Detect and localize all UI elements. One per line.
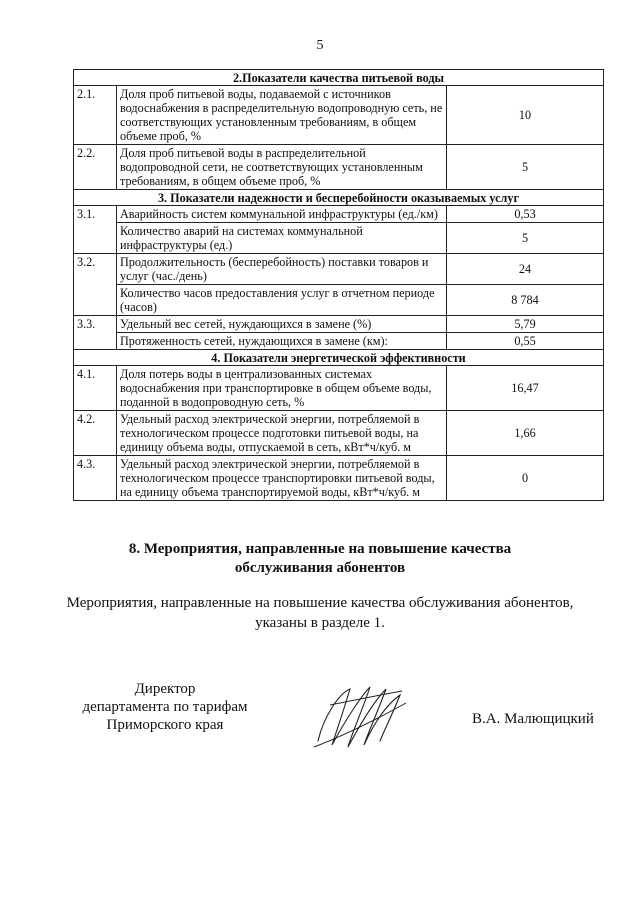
table-row <box>74 366 604 411</box>
table-row <box>74 285 604 316</box>
handwritten-signature <box>310 675 410 755</box>
signatory-title-line3: Приморского края <box>106 717 224 733</box>
table-row <box>74 333 604 350</box>
indicator-name: Аварийность систем коммунальной инфраструктуры (ед./км) <box>117 206 447 223</box>
signatory-title-line2: департамента по тарифам <box>82 699 248 715</box>
section-header-row <box>74 350 604 366</box>
indicator-value: 5 <box>447 145 604 190</box>
signatory-name: В.А. Малющицкий <box>472 711 594 727</box>
table-row <box>74 411 604 456</box>
indicator-value: 5,79 <box>447 316 604 333</box>
indicator-name: Доля проб питьевой воды, подаваемой с источников водоснабжения в распределительную водопроводную сеть, не соответствующих установленным требованиям, в общем объеме проб, % <box>117 86 447 145</box>
table-row <box>74 456 604 501</box>
row-number: 4.1. <box>74 366 117 411</box>
indicator-value: 8 784 <box>447 285 604 316</box>
page-number: 5 <box>316 38 324 53</box>
indicator-name: Доля потерь воды в централизованных системах водоснабжения при транспортировке в общем объеме воды, поданной в водопроводную сеть, % <box>117 366 447 411</box>
row-number: 3.2. <box>74 254 117 316</box>
indicator-name: Доля проб питьевой воды в распределительной водопроводной сети, не соответствующих установленным требованиям, в общем объеме проб, % <box>117 145 447 190</box>
section-8-heading-line1: 8. Мероприятия, направленные на повышение качества <box>128 541 512 557</box>
section-title: 3. Показатели надежности и бесперебойности оказываемых услуг <box>74 190 604 206</box>
indicator-value: 0,55 <box>447 333 604 350</box>
table-row <box>74 145 604 190</box>
indicator-name: Протяженность сетей, нуждающихся в замене (км): <box>117 333 447 350</box>
table-row <box>74 316 604 333</box>
section-8-text <box>0 593 640 633</box>
indicator-value: 0,53 <box>447 206 604 223</box>
indicators-table <box>73 69 604 501</box>
indicator-name: Продолжительность (бесперебойность) поставки товаров и услуг (час./день) <box>117 254 447 285</box>
section-title: 4. Показатели энергетической эффективности <box>74 350 604 366</box>
indicator-value: 5 <box>447 223 604 254</box>
table-row <box>74 206 604 223</box>
indicator-name: Количество часов предоставления услуг в отчетном периоде (часов) <box>117 285 447 316</box>
row-number: 4.2. <box>74 411 117 456</box>
indicator-name: Удельный расход электрической энергии, потребляемой в технологическом процессе транспортировки питьевой воды, на единицу объема транспортируемой воды, кВт*ч/куб. м <box>117 456 447 501</box>
indicator-value: 10 <box>447 86 604 145</box>
indicator-value: 1,66 <box>447 411 604 456</box>
row-number: 3.1. <box>74 206 117 254</box>
section-8-text-line1: Мероприятия, направленные на повышение качества обслуживания абонентов, <box>66 595 574 611</box>
row-number: 4.3. <box>74 456 117 501</box>
table-row <box>74 223 604 254</box>
indicator-name: Удельный вес сетей, нуждающихся в замене (%) <box>117 316 447 333</box>
section-header-row <box>74 70 604 86</box>
indicator-value: 24 <box>447 254 604 285</box>
section-title: 2.Показатели качества питьевой воды <box>74 70 604 86</box>
section-header-row <box>74 190 604 206</box>
row-number: 2.2. <box>74 145 117 190</box>
indicator-value: 16,47 <box>447 366 604 411</box>
table-row <box>74 254 604 285</box>
section-8-heading-line2: обслуживания абонентов <box>234 560 406 576</box>
signatory-title <box>70 680 260 734</box>
row-number: 3.3. <box>74 316 117 350</box>
signatory-title-line1: Директор <box>134 681 196 697</box>
indicator-value: 0 <box>447 456 604 501</box>
table-row <box>74 86 604 145</box>
row-number: 2.1. <box>74 86 117 145</box>
section-8-heading <box>0 540 640 578</box>
section-8-text-line2: указаны в разделе 1. <box>255 615 385 631</box>
indicator-name: Удельный расход электрической энергии, потребляемой в технологическом процессе подготовки питьевой воды, на единицу объема воды, отпускаемой в сеть, кВт*ч/куб. м <box>117 411 447 456</box>
indicator-name: Количество аварий на системах коммунальной инфраструктуры (ед.) <box>117 223 447 254</box>
